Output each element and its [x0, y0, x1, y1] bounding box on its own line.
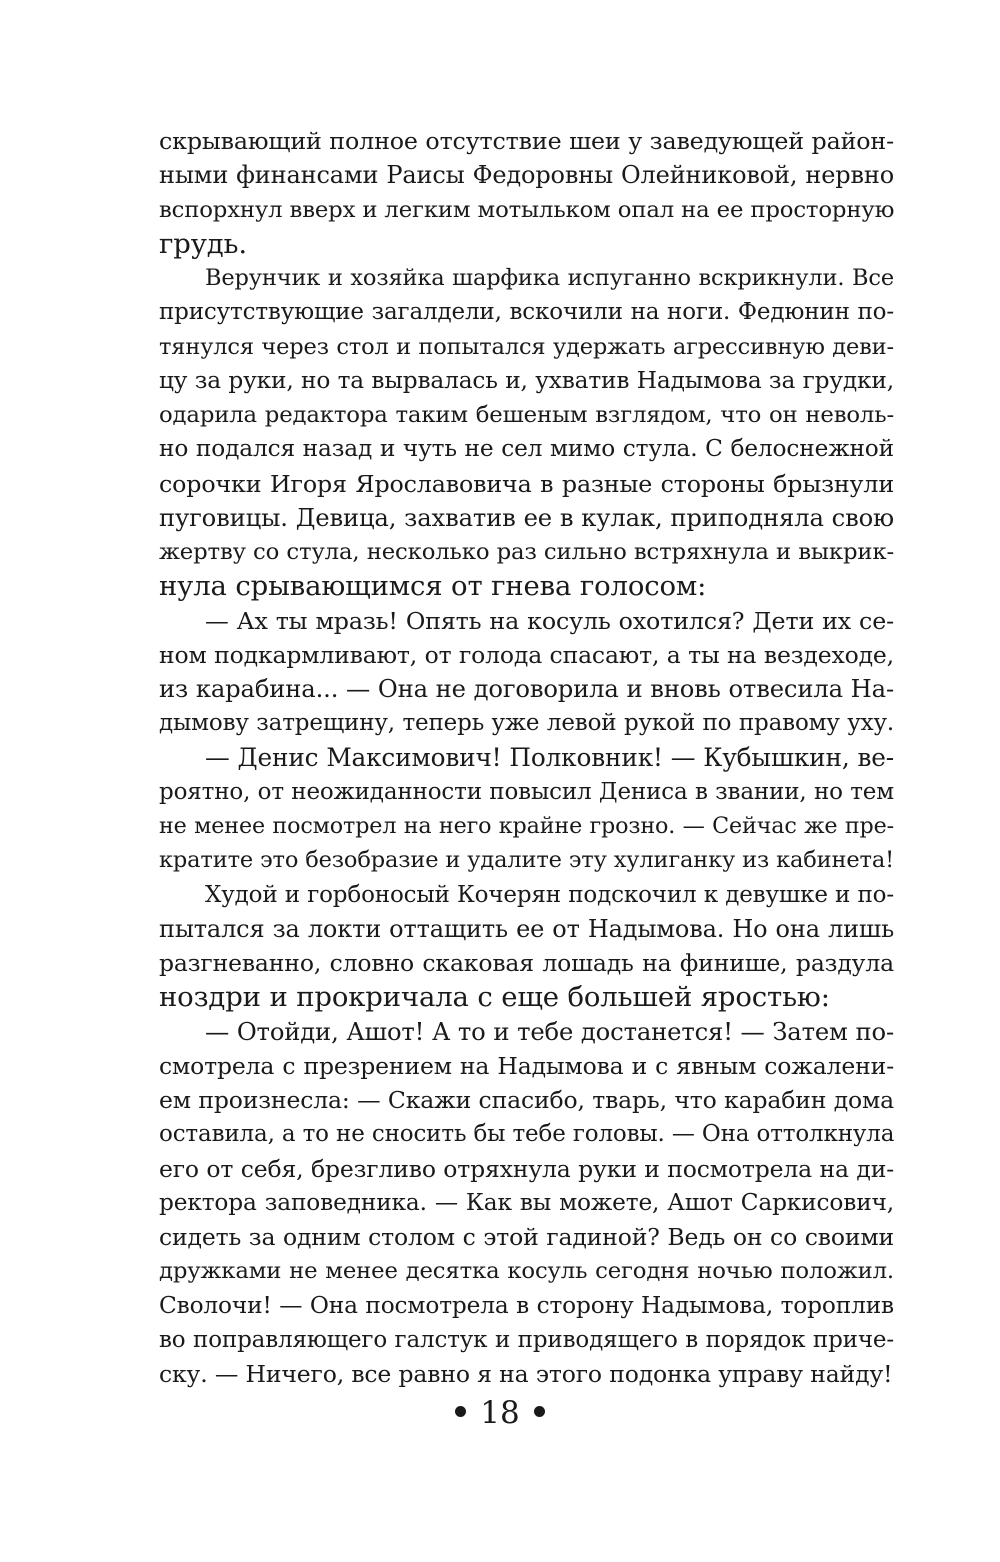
page-number-footer: [0, 1393, 1000, 1433]
text-line: присутствующие загалдели, вскочили на ноги. Федюнин по-: [159, 299, 894, 326]
text-line: Верунчик и хозяйка шарфика испуганно вскрикнули. Все: [205, 265, 894, 291]
text-line: кратите это безобразие и удалите эту хулиганку из кабинета!: [159, 847, 894, 874]
text-line: — Ах ты мразь! Опять на косуль охотился? Дети их се-: [205, 606, 894, 635]
text-line: оставила, а то не сносить бы тебе головы. — Она оттолкнула: [159, 1121, 895, 1148]
text-line: — Денис Максимович! Полковник! — Кубышкин, ве-: [205, 742, 894, 772]
text-line: разгневанно, словно скаковая лошадь на финише, раздула: [159, 949, 894, 977]
text-line: во поправляющего галстук и приводящего в порядок приче-: [159, 1326, 894, 1353]
bullet-icon: [534, 1406, 545, 1417]
text-line: ем произнесла: — Скажи спасибо, тварь, что карабин дома: [159, 1086, 894, 1114]
text-line: Худой и горбоносый Кочерян подскочил к девушке и по-: [205, 881, 894, 908]
text-line: смотрела с презрением на Надымова и с явным сожалени-: [159, 1051, 894, 1080]
text-line: нула срывающимся от гнева голосом:: [159, 570, 707, 603]
text-line: ску. — Ничего, все равно я на этого подонка управу найду!: [159, 1360, 893, 1388]
text-line: дружками не менее десятка косуль сегодня ночью положил.: [159, 1258, 894, 1285]
text-line: роятно, от неожиданности повысил Дениса в звании, но тем: [159, 778, 894, 805]
text-line: из карабина... — Она не договорила и вновь отвесила На-: [159, 674, 894, 703]
book-page-text: [159, 124, 894, 1391]
text-line: грудь.: [159, 227, 247, 260]
text-line: пуговицы. Девица, захватив ее в кулак, приподняла свою: [159, 502, 894, 532]
text-line: ном подкармливают, от голода спасают, а ты на вездеходе,: [159, 640, 894, 669]
bullet-icon: [455, 1406, 466, 1417]
text-line: жертву со стула, несколько раз сильно встряхнула и выкрик-: [159, 539, 894, 565]
text-line: ректора заповедника. — Как вы можете, Ашот Саркисович,: [159, 1188, 894, 1216]
text-line: тянулся через стол и попытался удержать агрессивную деви-: [159, 333, 894, 360]
text-line: Сволочи! — Она посмотрела в сторону Надымова, тороплив: [159, 1291, 894, 1319]
text-line: сорочки Игоря Ярославовича в разные стороны брызнули: [159, 469, 894, 498]
text-line: дымову затрещину, теперь уже левой рукой по правому уху.: [159, 710, 894, 737]
text-line: — Отойди, Ашот! А то и тебе достанется! — Затем по-: [205, 1016, 894, 1046]
text-line: не менее посмотрел на него крайне грозно. — Сейчас же пре-: [159, 813, 894, 839]
text-line: ными финансами Раисы Федоровны Олейниковой, нервно: [159, 161, 894, 190]
text-line: скрывающий полное отсутствие шеи у заведующей район-: [159, 127, 894, 155]
text-line: ноздри и прокричала с еще большей яростью:: [159, 981, 830, 1014]
text-line: цу за руки, но та вырвалась и, ухватив Надымова за грудки,: [159, 366, 894, 394]
page-number: 18: [480, 1395, 520, 1431]
text-line: пытался за локти оттащить ее от Надымова. Но она лишь: [159, 914, 894, 943]
text-line: сидеть за одним столом с этой гадиной? Ведь он со своими: [159, 1223, 894, 1251]
text-line: но подался назад и чуть не сел мимо стула. С белоснежной: [159, 435, 894, 463]
text-line: его от себя, брезгливо отряхнула руки и посмотрела на ди-: [159, 1154, 894, 1183]
text-line: одарила редактора таким бешеным взглядом, что он неволь-: [159, 402, 894, 428]
text-line: вспорхнул вверх и легким мотыльком опал на ее просторную: [159, 196, 895, 223]
